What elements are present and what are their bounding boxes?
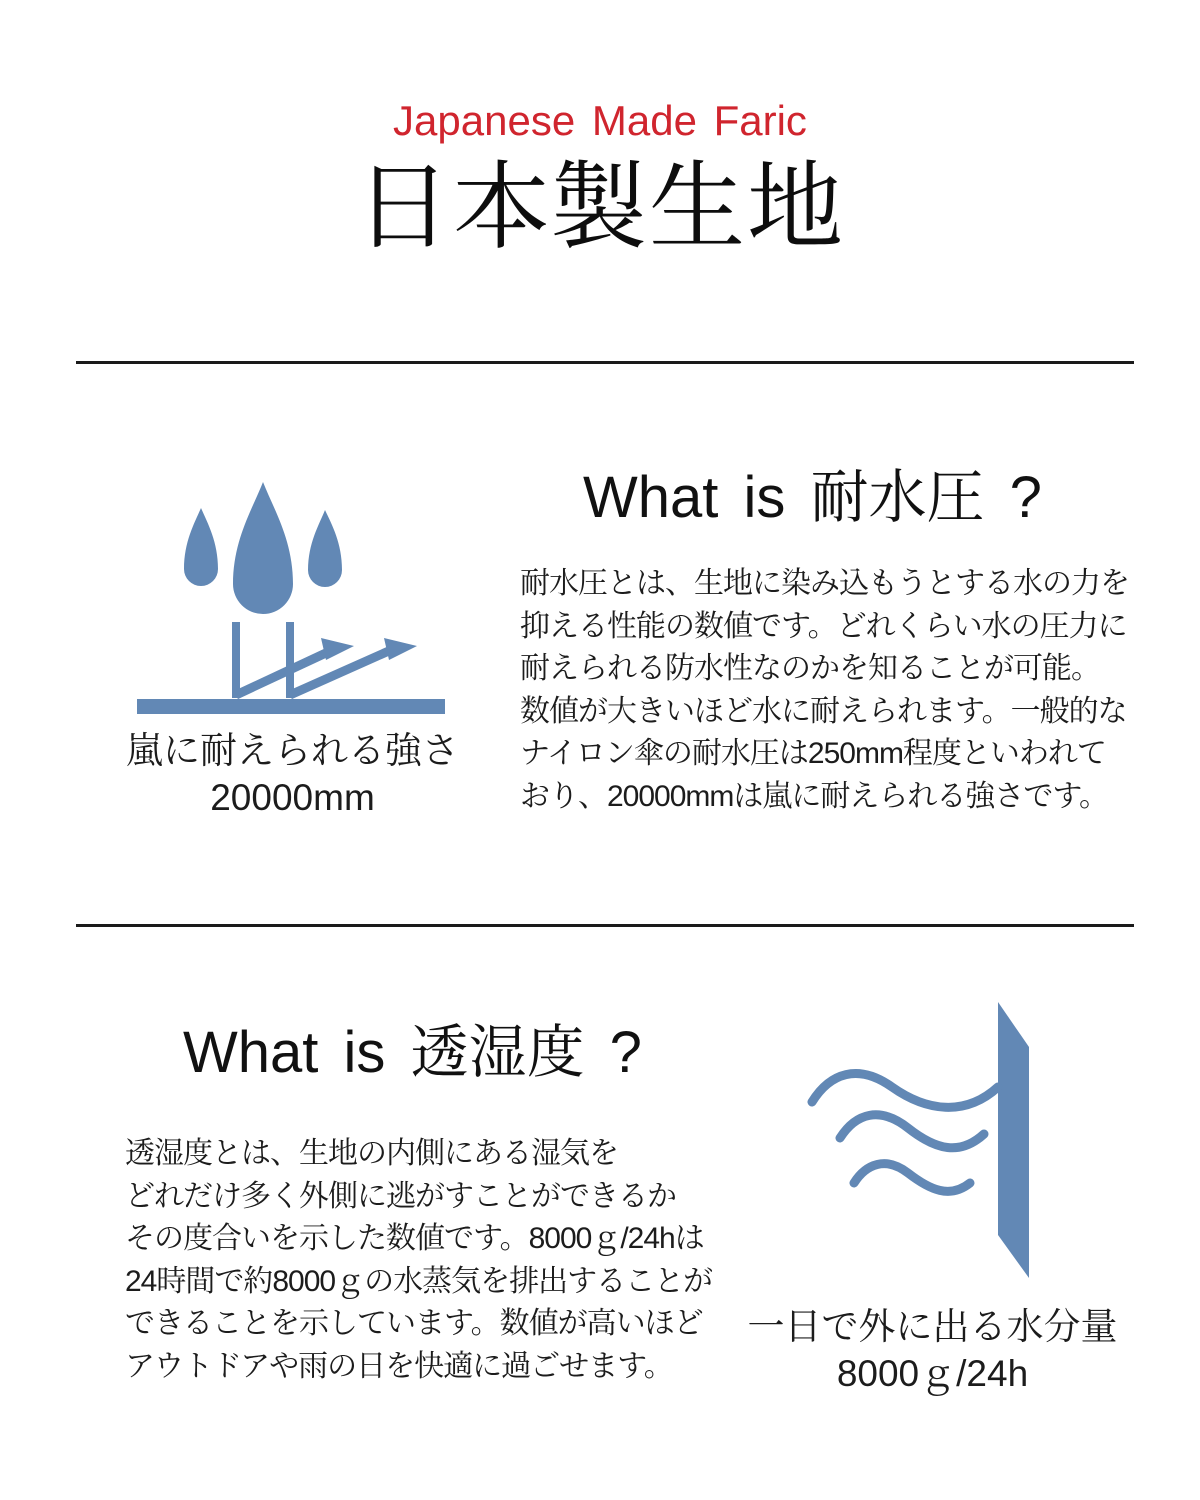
paragraph-line: 抑える性能の数値です。どれくらい水の圧力に bbox=[520, 609, 1127, 643]
breathability-heading: What is 透湿度 ? bbox=[183, 1020, 642, 1085]
paragraph-line: おり、20000mmは嵐に耐えられる強さです。 bbox=[520, 779, 1109, 813]
paragraph-line: どれだけ多く外側に逃がすことができるか bbox=[125, 1179, 676, 1213]
rain-drops-waterproof-icon bbox=[135, 478, 447, 718]
paragraph-line: 24時間で約8000ｇの水蒸気を排出することが bbox=[125, 1264, 713, 1298]
water-pressure-description bbox=[520, 563, 1129, 818]
water-pressure-caption-value: 20000mm bbox=[210, 777, 375, 818]
section-divider-top bbox=[76, 361, 1134, 364]
paragraph-line: アウトドアや雨の日を快適に過ごせます。 bbox=[125, 1349, 673, 1383]
water-pressure-caption bbox=[95, 727, 490, 821]
breathability-caption-value: 8000ｇ/24h bbox=[836, 1353, 1029, 1394]
subtitle-english: Japanese Made Faric bbox=[393, 97, 807, 144]
paragraph-line: その度合いを示した数値です。8000ｇ/24hは bbox=[125, 1222, 704, 1255]
breathability-description bbox=[125, 1133, 712, 1388]
paragraph-line: ナイロン傘の耐水圧は250mm程度といわれて bbox=[520, 737, 1106, 770]
paragraph-line: 耐水圧とは、生地に染み込もうとする水の力を bbox=[520, 567, 1129, 600]
moisture-vapor-through-fabric-icon bbox=[800, 995, 1068, 1295]
water-pressure-caption-title: 嵐に耐えられる強さ bbox=[126, 730, 459, 771]
breathability-caption bbox=[740, 1303, 1125, 1397]
breathability-caption-title: 一日で外に出る水分量 bbox=[747, 1306, 1118, 1347]
paragraph-line: できることを示しています。数値が高いほど bbox=[125, 1307, 703, 1340]
paragraph-line: 耐えられる防水性なのかを知ることが可能。 bbox=[520, 652, 1100, 685]
paragraph-line: 透湿度とは、生地の内側にある湿気を bbox=[125, 1137, 618, 1170]
page-title: 日本製生地 bbox=[355, 151, 845, 263]
water-pressure-heading: What is 耐水圧 ? bbox=[583, 465, 1042, 530]
paragraph-line: 数値が大きいほど水に耐えられます。一般的な bbox=[520, 694, 1127, 728]
section-divider-bottom bbox=[76, 924, 1134, 927]
